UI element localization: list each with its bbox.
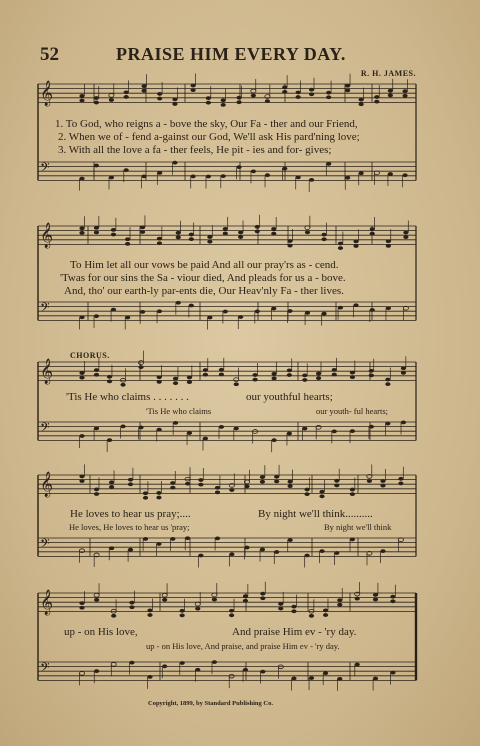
svg-text:𝄞: 𝄞 — [40, 359, 54, 384]
verse-3-line-1: 3. With all the love a fa - ther feels, He pit - ies and for- gives; — [58, 144, 332, 156]
verse-2-line-2: 'Twas for our sins the Sa - viour died, And pleads for us a - bove. — [60, 272, 346, 284]
svg-text:𝄞: 𝄞 — [40, 81, 54, 106]
svg-text:𝄢: 𝄢 — [40, 160, 50, 178]
verse-3-line-2: And, tho' our earth-ly par-ents die, Our Heav'nly Fa - ther lives. — [64, 285, 344, 297]
page-number: 52 — [40, 44, 59, 65]
svg-text:𝄢: 𝄢 — [40, 420, 50, 438]
svg-text:𝄢: 𝄢 — [40, 536, 50, 554]
chorus-lyric-1b: our youthful hearts; — [246, 391, 333, 403]
chorus-lyric-2a: He loves to hear us pray;.... — [70, 508, 191, 520]
chorus-lyric-3a: up - on His love, — [64, 626, 138, 638]
verse-1-line-1: 1. To God, who reigns a - bove the sky, Our Fa - ther and our Friend, — [55, 118, 358, 130]
chorus-bass-lyric-2a: He loves, He loves to hear us 'pray; — [69, 522, 190, 532]
chorus-bass-lyric-3: up - on His love, And praise, and praise Him ev - 'ry day. — [146, 641, 340, 651]
hymn-title: PRAISE HIM EVERY DAY. — [116, 44, 346, 64]
verse-1-line-2: To Him let all our vows be paid And all our pray'rs as - cend. — [70, 259, 339, 271]
svg-text:𝄞: 𝄞 — [40, 472, 54, 497]
chorus-bass-lyric-2b: By night we'll think — [324, 522, 392, 532]
svg-text:𝄢: 𝄢 — [40, 660, 50, 678]
svg-text:𝄞: 𝄞 — [40, 223, 54, 248]
svg-text:𝄞: 𝄞 — [40, 590, 54, 615]
chorus-bass-lyric-1a: 'Tis He who claims — [146, 406, 212, 416]
svg-text:𝄢: 𝄢 — [40, 300, 50, 318]
chorus-label: CHORUS. — [70, 351, 110, 360]
chorus-lyric-2b: By night we'll think.......... — [258, 508, 373, 520]
composer-credit: R. H. JAMES. — [360, 69, 416, 78]
chorus-bass-lyric-1b: our youth- ful hearts; — [316, 406, 388, 416]
copyright-notice: Copyright, 1899, by Standard Publishing Co. — [148, 700, 273, 707]
chorus-lyric-3b: And praise Him ev - 'ry day. — [232, 626, 357, 638]
chorus-lyric-1a: 'Tis He who claims . . . . . . . — [66, 391, 189, 403]
verse-2-line-1: 2. When we of - fend a-gainst our God, We'll ask His pard'ning love; — [58, 131, 360, 143]
